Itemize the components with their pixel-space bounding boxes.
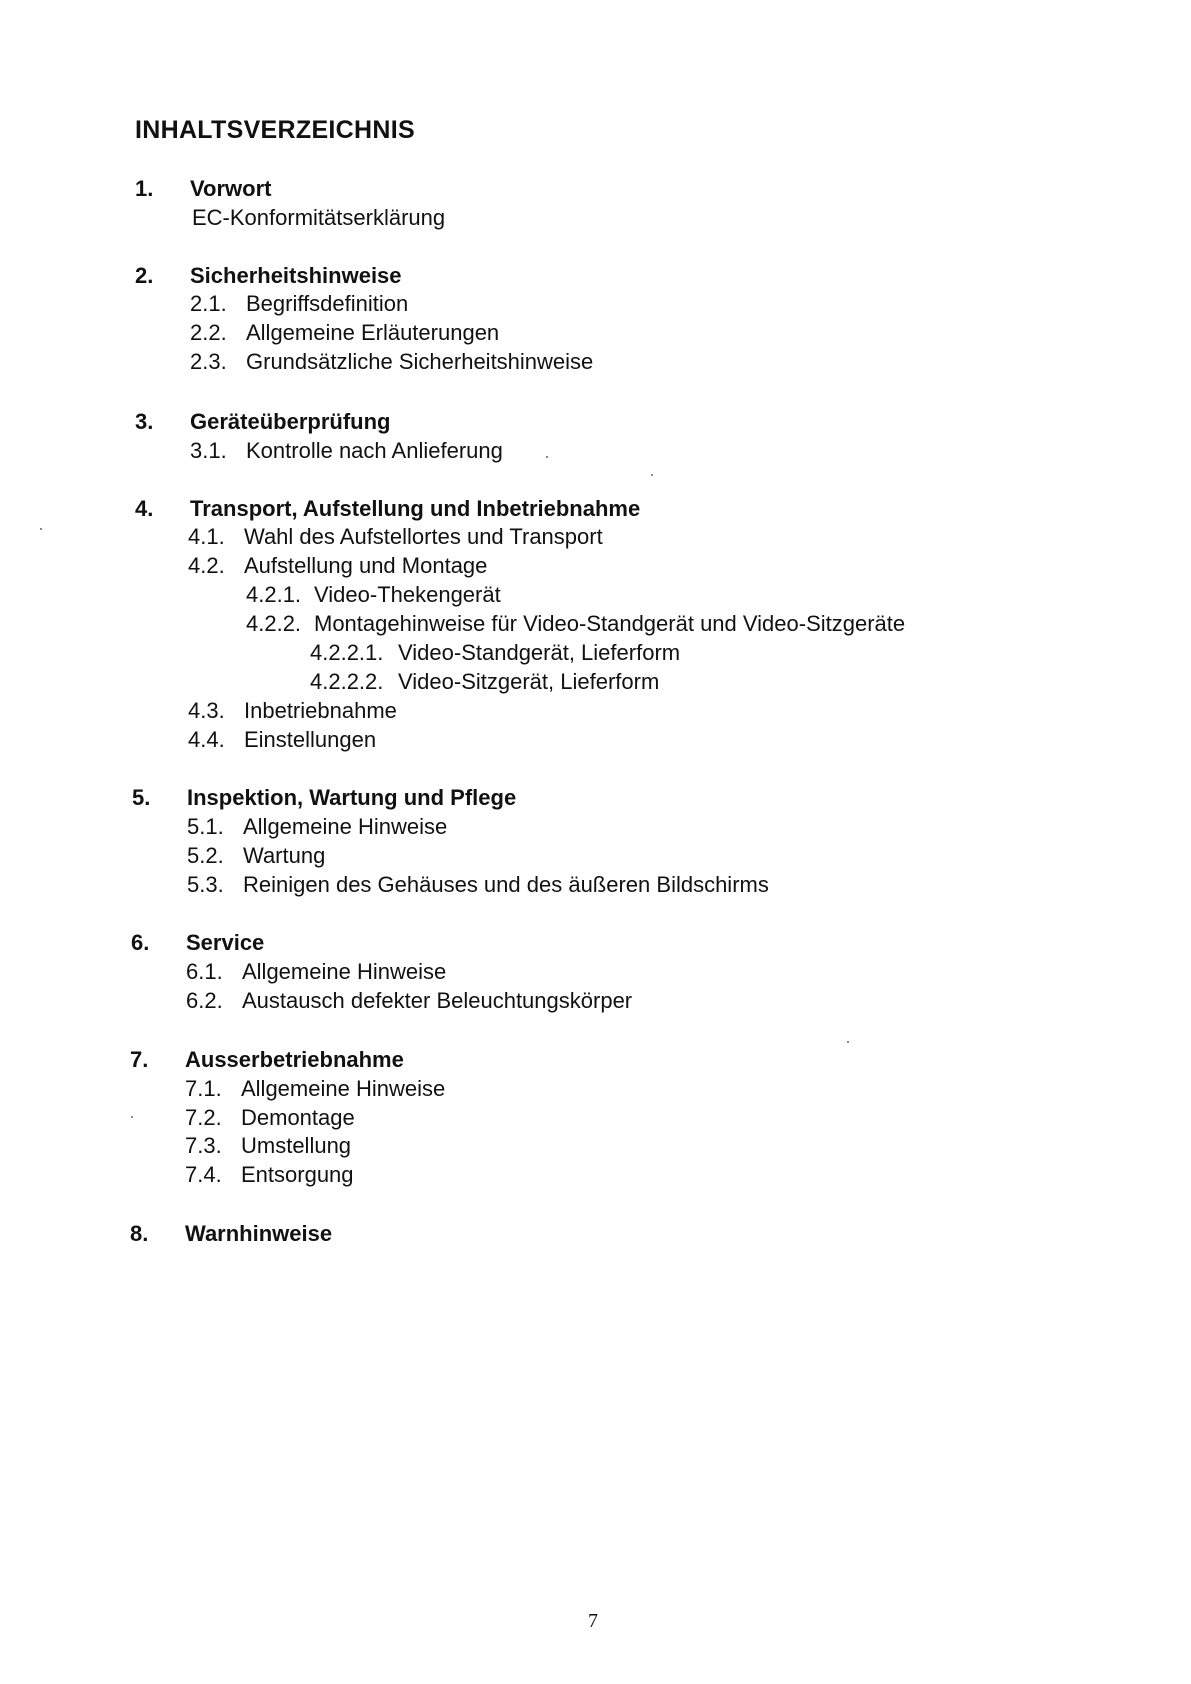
toc-entry-4-2-2-2 bbox=[310, 669, 659, 695]
toc-number: 4. bbox=[135, 496, 154, 521]
toc-label: Video-Thekengerät bbox=[314, 582, 501, 607]
toc-number: 4.2.1. bbox=[246, 582, 302, 607]
toc-label: Video-Sitzgerät, Lieferform bbox=[398, 669, 660, 694]
toc-label: Reinigen des Gehäuses und des äußeren Bildschirms bbox=[243, 872, 769, 897]
scan-speck bbox=[40, 528, 42, 530]
toc-entry-5-3 bbox=[187, 872, 769, 898]
toc-label: Allgemeine Hinweise bbox=[243, 814, 448, 839]
toc-label: Wartung bbox=[243, 843, 326, 868]
toc-label: Begriffsdefinition bbox=[246, 291, 409, 316]
toc-number: 3. bbox=[135, 409, 154, 434]
toc-label: Geräteüberprüfung bbox=[190, 409, 391, 434]
toc-number: 8. bbox=[130, 1221, 149, 1246]
toc-section-3 bbox=[135, 409, 390, 435]
toc-number: 7.4. bbox=[185, 1162, 222, 1187]
toc-number: 6.2. bbox=[186, 988, 223, 1013]
toc-entry-2-2 bbox=[190, 320, 499, 346]
toc-section-7 bbox=[130, 1047, 404, 1073]
toc-section-2 bbox=[135, 263, 402, 289]
toc-number: 6. bbox=[131, 930, 150, 955]
toc-label: Einstellungen bbox=[244, 727, 377, 752]
toc-text-1: EC-Konformitätserklärung bbox=[192, 205, 446, 230]
toc-number: 5.3. bbox=[187, 872, 224, 897]
toc-number: 6.1. bbox=[186, 959, 223, 984]
toc-number: 3.1. bbox=[190, 438, 227, 463]
toc-number: 5. bbox=[132, 785, 151, 810]
toc-label: Inspektion, Wartung und Pflege bbox=[187, 785, 517, 810]
scan-speck bbox=[847, 1041, 849, 1043]
toc-label: Wahl des Aufstellortes und Transport bbox=[244, 524, 603, 549]
toc-number: 4.2.2. bbox=[246, 611, 302, 636]
toc-number: 2.3. bbox=[190, 349, 227, 374]
toc-label: Warnhinweise bbox=[185, 1221, 333, 1246]
toc-label: Service bbox=[186, 930, 265, 955]
toc-entry-2-3 bbox=[190, 349, 593, 375]
toc-number: 4.4. bbox=[188, 727, 225, 752]
toc-entry-5-2 bbox=[187, 843, 325, 869]
toc-label: Transport, Aufstellung und Inbetriebnahme bbox=[190, 496, 641, 521]
toc-entry-4-4 bbox=[188, 727, 376, 753]
toc-entry-4-1 bbox=[188, 524, 603, 550]
toc-number: 7.3. bbox=[185, 1133, 222, 1158]
toc-label: Inbetriebnahme bbox=[244, 698, 397, 723]
toc-number: 4.2.2.1. bbox=[310, 640, 384, 665]
toc-label: Umstellung bbox=[241, 1133, 352, 1158]
toc-section-1 bbox=[135, 176, 271, 202]
toc-label: Sicherheitshinweise bbox=[190, 263, 402, 288]
scan-speck bbox=[131, 1116, 133, 1118]
toc-label: Demontage bbox=[241, 1105, 355, 1130]
toc-label: Austausch defekter Beleuchtungskörper bbox=[242, 988, 633, 1013]
toc-number: 4.2. bbox=[188, 553, 225, 578]
toc-entry-4-2-2 bbox=[246, 611, 905, 637]
toc-entry-4-2-1 bbox=[246, 582, 501, 608]
toc-section-5 bbox=[132, 785, 516, 811]
toc-label: Vorwort bbox=[190, 176, 272, 201]
page-title: INHALTSVERZEICHNIS bbox=[135, 116, 415, 144]
toc-entry-7-4 bbox=[185, 1162, 354, 1188]
toc-label: Kontrolle nach Anlieferung bbox=[246, 438, 503, 463]
toc-label: Allgemeine Hinweise bbox=[242, 959, 447, 984]
toc-number: 1. bbox=[135, 176, 154, 201]
toc-number: 7. bbox=[130, 1047, 149, 1072]
toc-number: 5.1. bbox=[187, 814, 224, 839]
toc-entry-7-2 bbox=[185, 1105, 355, 1131]
toc-number: 7.2. bbox=[185, 1105, 222, 1130]
toc-entry-3-1 bbox=[190, 438, 503, 464]
toc-label: Entsorgung bbox=[241, 1162, 354, 1187]
toc-label: Grundsätzliche Sicherheitshinweise bbox=[246, 349, 594, 374]
toc-number: 4.2.2.2. bbox=[310, 669, 384, 694]
scan-speck bbox=[546, 456, 548, 458]
toc-section-4 bbox=[135, 496, 640, 522]
toc-number: 4.3. bbox=[188, 698, 225, 723]
toc-number: 5.2. bbox=[187, 843, 224, 868]
toc-number: 2.1. bbox=[190, 291, 227, 316]
toc-entry-6-1 bbox=[186, 959, 446, 985]
toc-entry-4-2-2-1 bbox=[310, 640, 680, 666]
page-number: 7 bbox=[588, 1610, 598, 1632]
toc-label: Allgemeine Erläuterungen bbox=[246, 320, 500, 345]
scan-speck bbox=[651, 474, 653, 476]
toc-entry-4-3 bbox=[188, 698, 397, 724]
toc-label: Allgemeine Hinweise bbox=[241, 1076, 446, 1101]
toc-entry-6-2 bbox=[186, 988, 632, 1014]
toc-section-8 bbox=[130, 1221, 332, 1247]
toc-number: 7.1. bbox=[185, 1076, 222, 1101]
toc-label: Aufstellung und Montage bbox=[244, 553, 488, 578]
toc-entry-2-1 bbox=[190, 291, 408, 317]
toc-label: Video-Standgerät, Lieferform bbox=[398, 640, 681, 665]
toc-entry-5-1 bbox=[187, 814, 447, 840]
toc-section-6 bbox=[131, 930, 264, 956]
toc-entry-4-2 bbox=[188, 553, 487, 579]
toc-number: 2.2. bbox=[190, 320, 227, 345]
toc-number: 2. bbox=[135, 263, 154, 288]
toc-label: Montagehinweise für Video-Standgerät und Video-Sitzgeräte bbox=[314, 611, 906, 636]
toc-entry-7-3 bbox=[185, 1133, 351, 1159]
toc-number: 4.1. bbox=[188, 524, 225, 549]
toc-label: Ausserbetriebnahme bbox=[185, 1047, 404, 1072]
toc-entry-7-1 bbox=[185, 1076, 445, 1102]
